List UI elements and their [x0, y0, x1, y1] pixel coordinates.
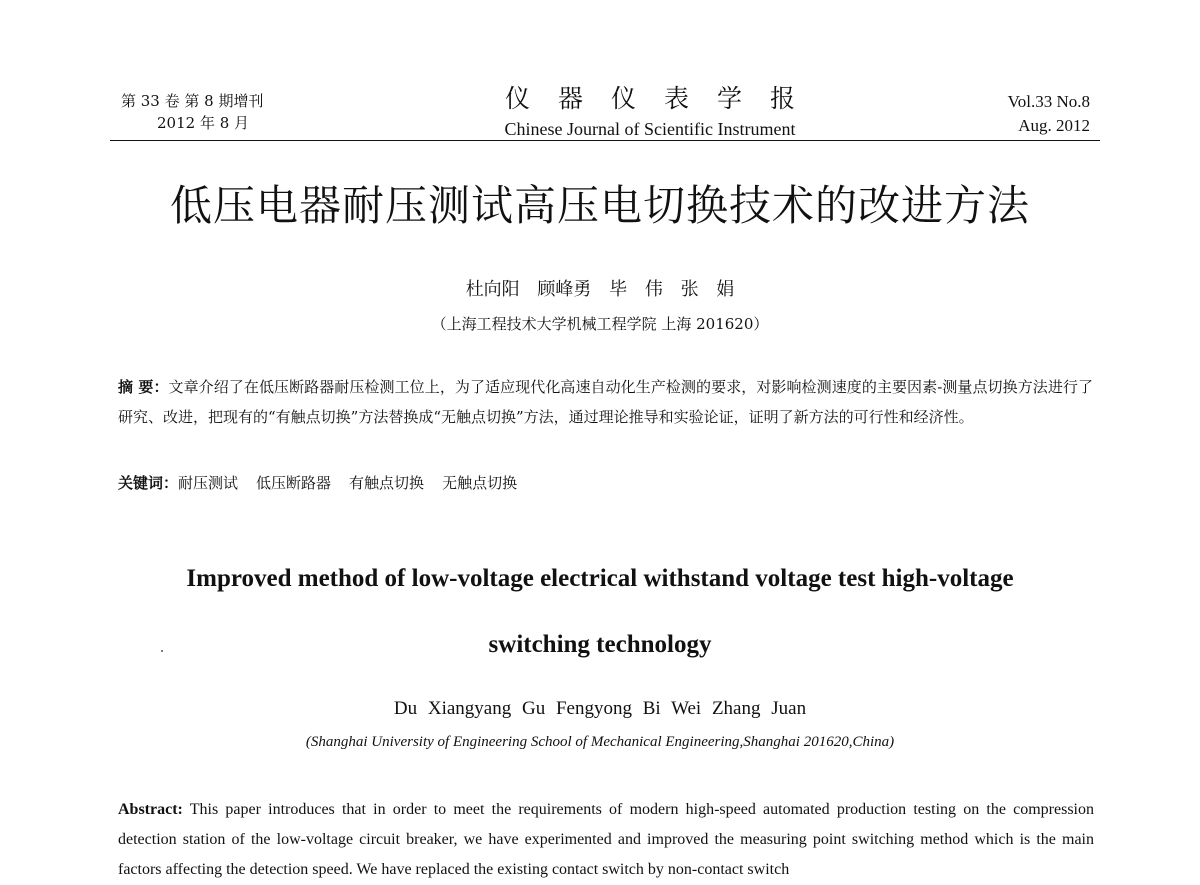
keyword: 有触点切换: [349, 474, 425, 492]
issue-date-en: Aug. 2012: [1018, 116, 1090, 135]
scan-speck: [161, 650, 163, 652]
journal-issue-info: [121, 90, 263, 134]
keywords-cn: [118, 468, 1093, 498]
journal-name-cn: 仪器仪表学报: [504, 84, 823, 113]
header-rule: [110, 140, 1100, 141]
paper-title-cn: 低压电器耐压测试高压电切换技术的改进方法: [169, 181, 1030, 230]
abstract-cn: [118, 372, 1093, 432]
abstract-text-en: This paper introduces that in order to meet the requirements of modern high-speed automated production testing on the compression detection station of the low-voltage circuit breaker, we have experimented and improved the measuring point switching method which is the main factors affecting the detection speed. We have replaced the existing contact switch by non-contact switch: [118, 801, 1094, 878]
keyword: 无触点切换: [442, 474, 518, 492]
abstract-en: [118, 795, 1094, 885]
volume-en: Vol.33 No.8: [1007, 92, 1090, 111]
affiliation-en: (Shanghai University of Engineering School of Mechanical Engineering,Shanghai 201620,China): [305, 734, 895, 750]
volume-issue: 第 33 卷 第 8 期增刊: [121, 92, 264, 110]
issue-date-cn: 2012 年 8 月: [157, 114, 250, 132]
journal-volume-info: [1008, 90, 1090, 138]
title-en-line-2: switching technology: [488, 631, 712, 658]
paper-title-en: [0, 546, 1200, 678]
journal-name-en: Chinese Journal of Scientific Instrument: [504, 119, 796, 139]
keyword: 耐压测试: [178, 474, 239, 492]
abstract-text-cn: 文章介绍了在低压断路器耐压检测工位上，为了适应现代化高速自动化生产检测的要求，对影响检测速度的主要因素-测量点切换方法进行了研究、改进，把现有的“有触点切换”方法替换成“无触点切换”方法，通过理论推导和实验论证，证明了新方法的可行性和经济性。: [118, 378, 1093, 426]
authors-en: Du Xiangyang Gu Fengyong Bi Wei Zhang Juan: [393, 698, 807, 719]
affiliation-cn: （上海工程技术大学机械工程学院 上海 201620）: [431, 315, 769, 333]
keywords-label-cn: 关键词：: [118, 474, 179, 492]
abstract-label-en: Abstract:: [118, 801, 183, 818]
title-en-line-1: Improved method of low-voltage electrical withstand voltage test high-voltage: [186, 565, 1014, 592]
journal-masthead: [440, 84, 860, 140]
keyword: 低压断路器: [256, 474, 332, 492]
authors-cn: 杜向阳 顾峰勇 毕 伟 张 娟: [465, 279, 735, 300]
abstract-label-cn: 摘 要：: [118, 378, 169, 396]
